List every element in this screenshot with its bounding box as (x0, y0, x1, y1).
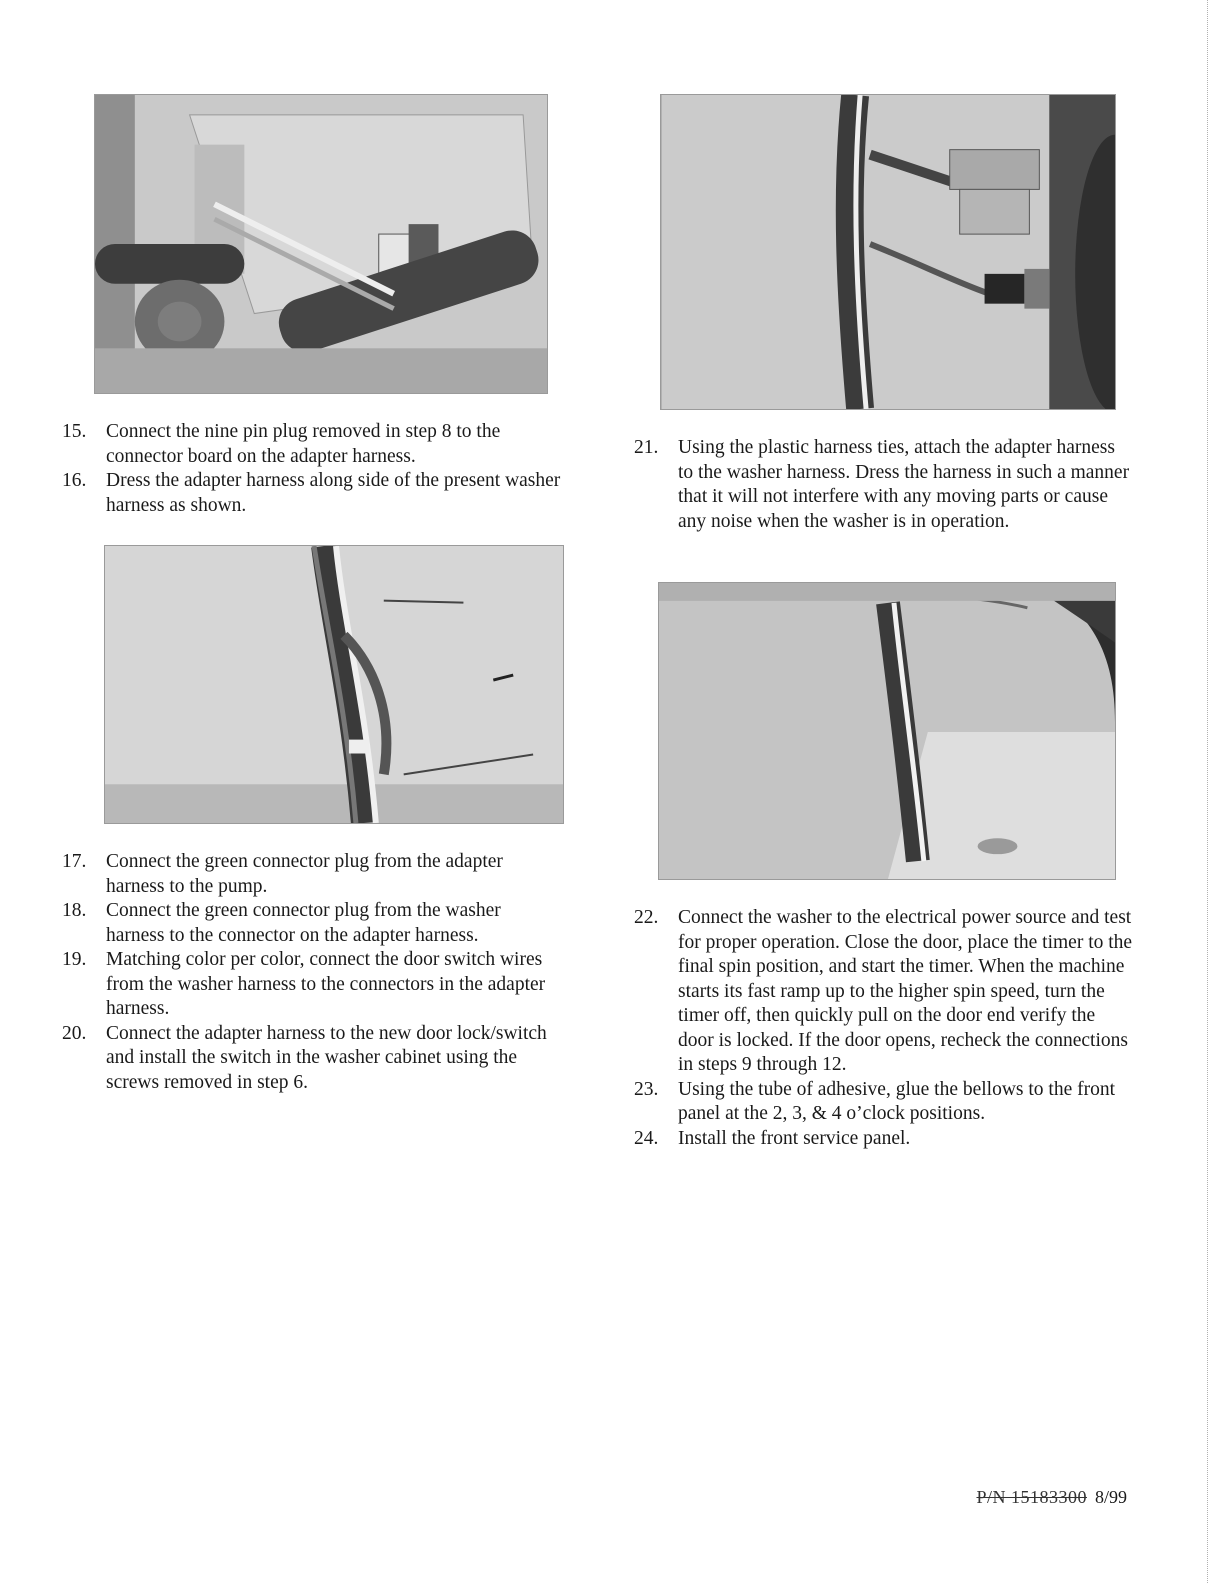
photo-harness-ties (658, 582, 1116, 880)
steps-list-22-24 (634, 906, 1134, 1151)
step-text: Dress the adapter harness along side of the present washer harness as shown. (106, 470, 561, 516)
step-17 (62, 850, 562, 899)
step-text: Connect the green connector plug from the adapter harness to the pump. (106, 851, 503, 897)
step-15 (62, 420, 562, 469)
step-text: Matching color per color, connect the door switch wires from the washer harness to the connectors in the adapter harness. (106, 949, 546, 1019)
photo-door-switch-connectors (660, 94, 1116, 410)
step-21 (634, 436, 1134, 534)
step-text: Connect the nine pin plug removed in step 8 to the connector board on the adapter harness. (106, 421, 501, 467)
part-number: P/N 15183300 (976, 1487, 1087, 1507)
step-number: 20. (62, 1022, 87, 1044)
step-number: 16. (62, 470, 87, 491)
step-text: Using the plastic harness ties, attach the adapter harness to the washer harness. Dress the harness in such a manner that it will not interfere with any moving parts or cause any noise when the washer is in operation. (678, 437, 1130, 532)
step-text: Connect the green connector plug from the washer harness to the connector on the adapter harness. (106, 900, 501, 946)
step-number: 24. (634, 1127, 659, 1149)
step-19 (62, 948, 562, 1022)
steps-list-21 (634, 436, 1134, 534)
step-16 (62, 469, 562, 518)
page-footer (976, 1487, 1127, 1508)
step-number: 15. (62, 421, 87, 442)
step-text: Using the tube of adhesive, glue the bellows to the front panel at the 2, 3, & 4 o’clock positions. (678, 1078, 1116, 1124)
step-number: 18. (62, 900, 87, 921)
step-number: 17. (62, 851, 87, 872)
step-18 (62, 899, 562, 948)
steps-list-15-16 (62, 420, 562, 518)
step-number: 19. (62, 949, 87, 970)
revision-date: 8/99 (1094, 1487, 1127, 1507)
steps-list-17-20 (62, 850, 562, 1095)
step-20 (62, 1022, 562, 1096)
page-edge-rule (1207, 0, 1208, 1583)
step-text: Connect the adapter harness to the new door lock/switch and install the switch in the washer cabinet using the screws removed in step 6. (106, 1022, 547, 1093)
step-number: 23. (634, 1078, 659, 1100)
photo-connector-board (94, 94, 548, 394)
step-text: Connect the washer to the electrical power source and test for proper operation. Close the door, place the timer to the final spin position, and start the timer. When the machine starts its fast ramp up to the higher spin speed, turn the timer off, then quickly pull on the door end verify the door is locked. If the door opens, recheck the connections in steps 9 through 12. (678, 907, 1133, 1075)
step-number: 21. (634, 437, 659, 458)
step-text: Install the front service panel. (678, 1127, 911, 1149)
step-24 (634, 1127, 1134, 1152)
step-22 (634, 906, 1134, 1078)
photo-harness-dressed (104, 545, 564, 824)
step-number: 22. (634, 907, 659, 928)
step-23 (634, 1078, 1134, 1127)
